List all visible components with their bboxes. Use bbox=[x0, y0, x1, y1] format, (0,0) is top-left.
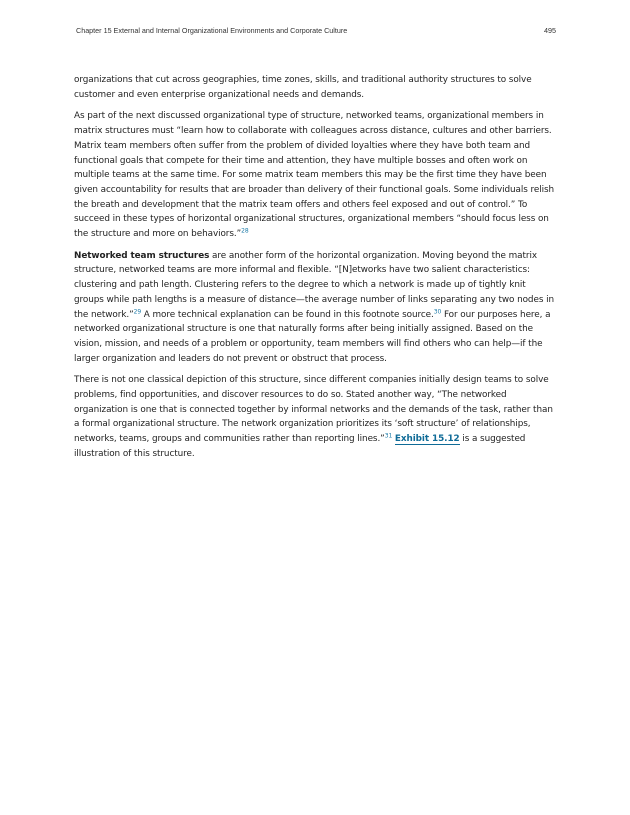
footnote-28-ref[interactable]: 28 bbox=[241, 227, 249, 235]
body-text bbox=[74, 73, 558, 469]
paragraph-1 bbox=[74, 73, 558, 102]
footnote-29-ref[interactable]: 29 bbox=[133, 308, 142, 316]
paragraph-4-text-b: is a suggested illustration of this structure. bbox=[74, 434, 526, 459]
paragraph-3-text-c: For our purposes here, a networked organizational structure is one that naturally forms after being initially assigned. Based on the vision, mission, and needs of a problem or opportunity, team members will find others who can help—if the larger organization and leaders do not prevent or obstruct that process. bbox=[74, 309, 551, 364]
paragraph-2 bbox=[74, 109, 558, 241]
paragraph-1-text: organizations that cut across geographies, time zones, skills, and traditional authority structures to solve customer and even enterprise organizational needs and demands. bbox=[74, 75, 532, 100]
paragraph-3-text-b: A more technical explanation can be found in this footnote source. bbox=[141, 309, 434, 320]
key-term-networked-team-structures: Networked team structures bbox=[74, 250, 210, 261]
paragraph-3-text-a: are another form of the horizontal organization. Moving beyond the matrix structure, networked teams are more informal and flexible. “[N]etworks have two salient characteristics: clustering and path length. Clustering refers to the degree to which a network is made up of tightly knit groups while path lengths is a measure of distance—the average number of links separating any two nodes in the network.” bbox=[74, 250, 554, 320]
paragraph-3 bbox=[74, 249, 558, 367]
paragraph-4-text-a: There is not one classical depiction of this structure, since different companies initially design teams to solve problems, find opportunities, and discover resources to do so. Stated another way, “The networked organization is one that is connected together by informal networks and the demands of the task, rather than a formal organizational structure. The network organization prioritizes its ‘soft structure’ of relationships, networks, teams, groups and communities rather than reporting lines.” bbox=[74, 375, 553, 445]
footnote-30-ref[interactable]: 30 bbox=[433, 308, 442, 316]
exhibit-15-12-link[interactable]: Exhibit 15.12 bbox=[394, 434, 460, 445]
paragraph-2-text: As part of the next discussed organizational type of structure, networked teams, organizational members in matrix structures must “learn how to collaborate with colleagues across distance, cultures and other barriers. Matrix team members often suffer from the problem of divided loyalties where they have both team and functional goals that compete for their time and attention, they have multiple bosses and often work on multiple teams at the same time. For some matrix team members this may be the first time they have been given accountability for results that are broader than delivery of their functional goals. Some individuals relish the breath and development that the matrix team offers and others feel exposed and out of control.” To succeed in these types of horizontal organizational structures, organizational members “should focus less on the structure and more on behaviors.” bbox=[74, 111, 555, 240]
paragraph-4 bbox=[74, 373, 558, 461]
running-header bbox=[76, 26, 556, 38]
page-number: 495 bbox=[544, 26, 556, 35]
chapter-title: Chapter 15 External and Internal Organizational Environments and Corporate Culture bbox=[76, 26, 348, 35]
footnote-31-ref[interactable]: 31 bbox=[384, 432, 393, 440]
